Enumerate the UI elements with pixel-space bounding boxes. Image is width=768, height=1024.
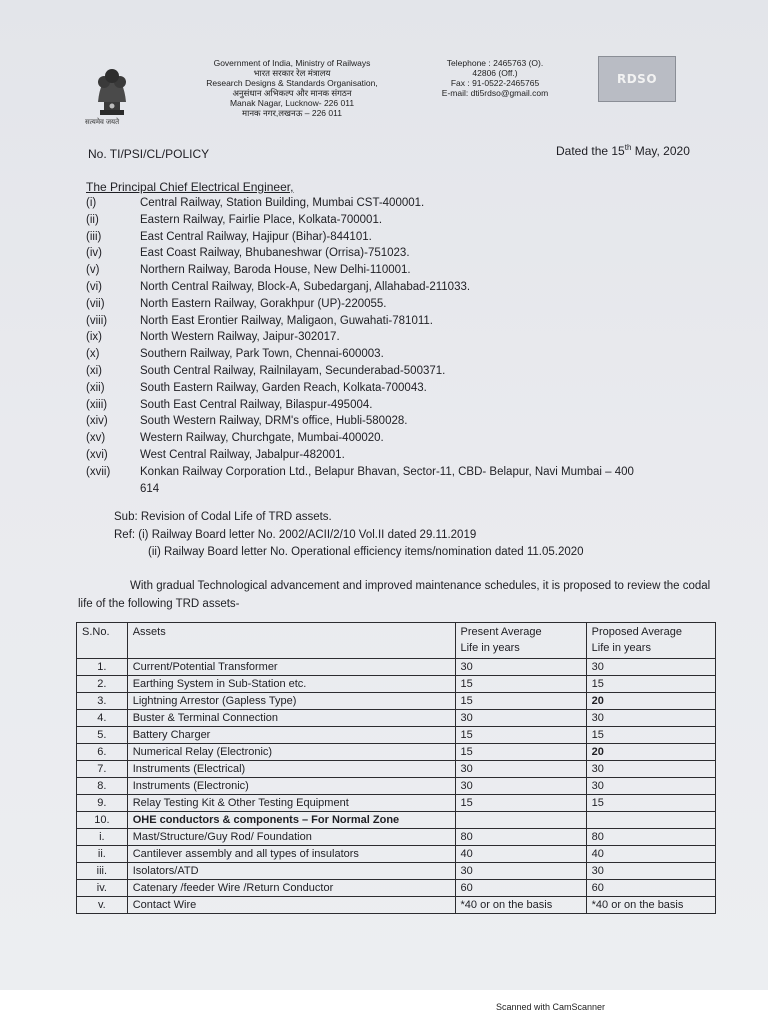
logo-text: RDSO [616,72,658,86]
cell-proposed-life: 15 [586,727,715,744]
recipient-address: Southern Railway, Park Town, Chennai-600003. [140,348,384,361]
recipient-item [86,430,736,447]
recipient-number: (ii) [86,213,99,226]
reference-line-1: Ref: (i) Railway Board letter No. 2002/ACII/2/10 Vol.II dated 29.11.2019 [114,529,477,541]
recipient-number: (xi) [86,364,102,377]
cell-proposed-life: 30 [586,863,715,880]
table-row [77,829,716,846]
cell-present-life: *40 or on the basis [455,897,586,914]
contact-line: Fax : 91-0522-2465765 [450,78,540,88]
national-emblem-icon [90,62,134,124]
recipient-number: (xii) [86,381,105,394]
recipient-item [86,413,736,430]
cell-asset: Catenary /feeder Wire /Return Conductor [127,880,455,897]
cell-asset: Earthing System in Sub-Station etc. [127,676,455,693]
recipient-number: (i) [86,197,97,209]
recipient-number: (viii) [86,314,108,327]
cell-asset: Instruments (Electronic) [127,778,455,795]
table-row [77,727,716,744]
cell-present-life [455,812,586,829]
body-paragraph: With gradual Technological advancement and improved maintenance schedules, it is proposed to review the codal life of the following TRD assets- [78,580,711,610]
recipient-number: (x) [86,348,100,361]
cell-present-life: 60 [455,880,586,897]
recipient-item [86,447,736,464]
table-row [77,676,716,693]
cell-proposed-life: 80 [586,829,715,846]
government-header [172,58,412,118]
header-assets: Assets [127,623,455,659]
recipient-address: Central Railway, Station Building, Mumbai CST-400001. [140,197,425,209]
header-text: Life in years [591,642,651,654]
recipient-number: (ix) [86,331,102,344]
recipient-address: East Central Railway, Hajipur (Bihar)-844101. [140,230,372,243]
cell-asset: Current/Potential Transformer [127,659,455,676]
recipient-address: Konkan Railway Corporation Ltd., Belapur Bhavan, Sector-11, CBD- Belapur, Navi Mumbai – 400 [140,465,634,478]
table-row [77,795,716,812]
letter-date [556,143,690,158]
recipient-address: South Central Railway, Railnilayam, Secunderabad-500371. [140,364,446,377]
cell-present-life: 15 [455,795,586,812]
recipient-number: (vi) [86,280,102,293]
cell-proposed-life [586,812,715,829]
recipient-item [86,380,736,397]
table-row [77,880,716,897]
table-row [77,761,716,778]
cell-asset: Buster & Terminal Connection [127,710,455,727]
recipient-item [86,363,736,380]
cell-sno: 10. [77,812,128,829]
cell-sno: 9. [77,795,128,812]
recipient-list [86,195,736,497]
table-row [77,693,716,710]
recipient-item [86,279,736,296]
cell-asset: Numerical Relay (Electronic) [127,744,455,761]
header-proposed-life [586,623,715,659]
cell-proposed-life: 40 [586,846,715,863]
recipient-item [86,262,736,279]
recipient-number: (iv) [86,247,102,260]
table-row [77,778,716,795]
subject-line: Sub: Revision of Codal Life of TRD assets. [114,511,332,523]
gov-line: Manak Nagar, Lucknow- 226 011 [229,98,355,108]
recipient-item [86,229,736,246]
recipient-address: Northern Railway, Baroda House, New Delhi-110001. [140,264,411,277]
cell-proposed-life: 30 [586,778,715,795]
cell-proposed-life: *40 or on the basis [586,897,715,914]
cell-asset: Lightning Arrestor (Gapless Type) [127,693,455,710]
recipient-number: (iii) [86,230,102,243]
table-row [77,744,716,761]
cell-proposed-life: 20 [586,693,715,710]
cell-asset: Relay Testing Kit & Other Testing Equipment [127,795,455,812]
recipient-number: (v) [86,264,100,277]
header-text: Life in years [460,642,520,654]
date-suffix: May, 2020 [631,144,690,158]
header-sno: S.No. [77,623,128,659]
table-body [77,659,716,914]
recipient-address: North Eastern Railway, Gorakhpur (UP)-220055. [140,297,387,310]
recipient-item [86,313,736,330]
recipient-address: South East Central Railway, Bilaspur-495004. [140,398,373,411]
contact-line: E-mail: dti5rdso@gmail.com [441,88,549,98]
cell-sno: v. [77,897,128,914]
cell-sno: i. [77,829,128,846]
contact-line: Telephone : 2465763 (O). [446,58,544,68]
recipient-number: (xiii) [86,398,108,411]
recipient-number: (xvi) [86,448,108,461]
cell-asset: OHE conductors & components – For Normal Zone [127,812,455,829]
recipient-item [86,397,736,414]
cell-sno: 8. [77,778,128,795]
cell-present-life: 30 [455,761,586,778]
cell-sno: 6. [77,744,128,761]
table-row [77,710,716,727]
gov-line: मानक नगर,लखनऊ – 226 011 [242,108,342,118]
recipient-item [86,329,736,346]
gov-line: अनुसंधान अभिकल्प और मानक संगठन [232,88,352,98]
cell-present-life: 80 [455,829,586,846]
recipient-item [86,464,736,481]
recipient-number: (xiv) [86,415,108,428]
cell-present-life: 15 [455,693,586,710]
cell-present-life: 30 [455,863,586,880]
cell-sno: 2. [77,676,128,693]
recipient-item [86,195,736,212]
reference-number: No. TI/PSI/CL/POLICY [88,147,210,161]
cell-sno: 3. [77,693,128,710]
cell-sno: 4. [77,710,128,727]
table-row [77,897,716,914]
cell-asset: Cantilever assembly and all types of insulators [127,846,455,863]
gov-line: Government of India, Ministry of Railways [213,58,371,68]
recipient-address: Western Railway, Churchgate, Mumbai-400020. [140,432,384,445]
recipient-number: (vii) [86,297,105,310]
recipient-item [86,296,736,313]
cell-present-life: 30 [455,778,586,795]
cell-sno: iv. [77,880,128,897]
recipient-item [86,346,736,363]
header-text: Proposed Average [591,626,682,638]
assets-table [76,622,716,914]
recipient-number: (xvii) [86,465,111,478]
table-row [77,846,716,863]
recipient-address: Eastern Railway, Fairlie Place, Kolkata-700001. [140,213,383,226]
cell-sno: 5. [77,727,128,744]
recipient-number: (xv) [86,432,106,445]
cell-proposed-life: 15 [586,676,715,693]
cell-present-life: 40 [455,846,586,863]
recipient-continuation: 614 [140,482,160,495]
cell-asset: Instruments (Electrical) [127,761,455,778]
cell-present-life: 30 [455,659,586,676]
cell-asset: Mast/Structure/Guy Rod/ Foundation [127,829,455,846]
emblem-caption: सत्यमेव जयते [85,119,120,126]
cell-present-life: 30 [455,710,586,727]
recipient-address: West Central Railway, Jabalpur-482001. [140,448,345,461]
cell-proposed-life: 30 [586,710,715,727]
gov-line: Research Designs & Standards Organisation, [206,78,378,88]
gov-line: भारत सरकार रेल मंत्रालय [253,68,331,78]
contact-line: 42806 (Off.) [472,68,518,78]
recipient-address: South Eastern Railway, Garden Reach, Kolkata-700043. [140,381,427,394]
cell-sno: 1. [77,659,128,676]
cell-proposed-life: 60 [586,880,715,897]
table-row [77,659,716,676]
table-row [77,812,716,829]
reference-line-2: (ii) Railway Board letter No. Operational efficiency items/nomination dated 11.05.2020 [148,546,584,558]
header-text: Present Average [460,626,542,638]
cell-sno: 7. [77,761,128,778]
cell-proposed-life: 15 [586,795,715,812]
cell-proposed-life: 30 [586,659,715,676]
table-header-row [77,623,716,659]
cell-asset: Isolators/ATD [127,863,455,880]
cell-proposed-life: 30 [586,761,715,778]
cell-present-life: 15 [455,676,586,693]
cell-proposed-life: 20 [586,744,715,761]
cell-present-life: 15 [455,727,586,744]
recipient-address: North East Erontier Railway, Maligaon, Guwahati-781011. [140,314,433,327]
cell-sno: iii. [77,863,128,880]
recipient-address: East Coast Railway, Bhubaneshwar (Orrisa)-751023. [140,247,410,260]
cell-asset: Battery Charger [127,727,455,744]
scanner-watermark: Scanned with CamScanner [496,1002,606,1012]
cell-asset: Contact Wire [127,897,455,914]
rdso-logo [598,56,676,102]
addressee: The Principal Chief Electrical Engineer, [86,180,294,194]
table-row [77,863,716,880]
recipient-address: North Western Railway, Jaipur-302017. [140,331,340,344]
recipient-address: North Central Railway, Block-A, Subedarganj, Allahabad-211033. [140,280,471,293]
date-ordinal: th [624,143,632,152]
cell-present-life: 15 [455,744,586,761]
header-present-life [455,623,586,659]
date-prefix: Dated the 15 [556,144,625,158]
recipient-item [86,212,736,229]
cell-sno: ii. [77,846,128,863]
recipient-item [86,245,736,262]
recipient-address: South Western Railway, DRM's office, Hubli-580028. [140,415,408,428]
contact-block [420,58,570,98]
